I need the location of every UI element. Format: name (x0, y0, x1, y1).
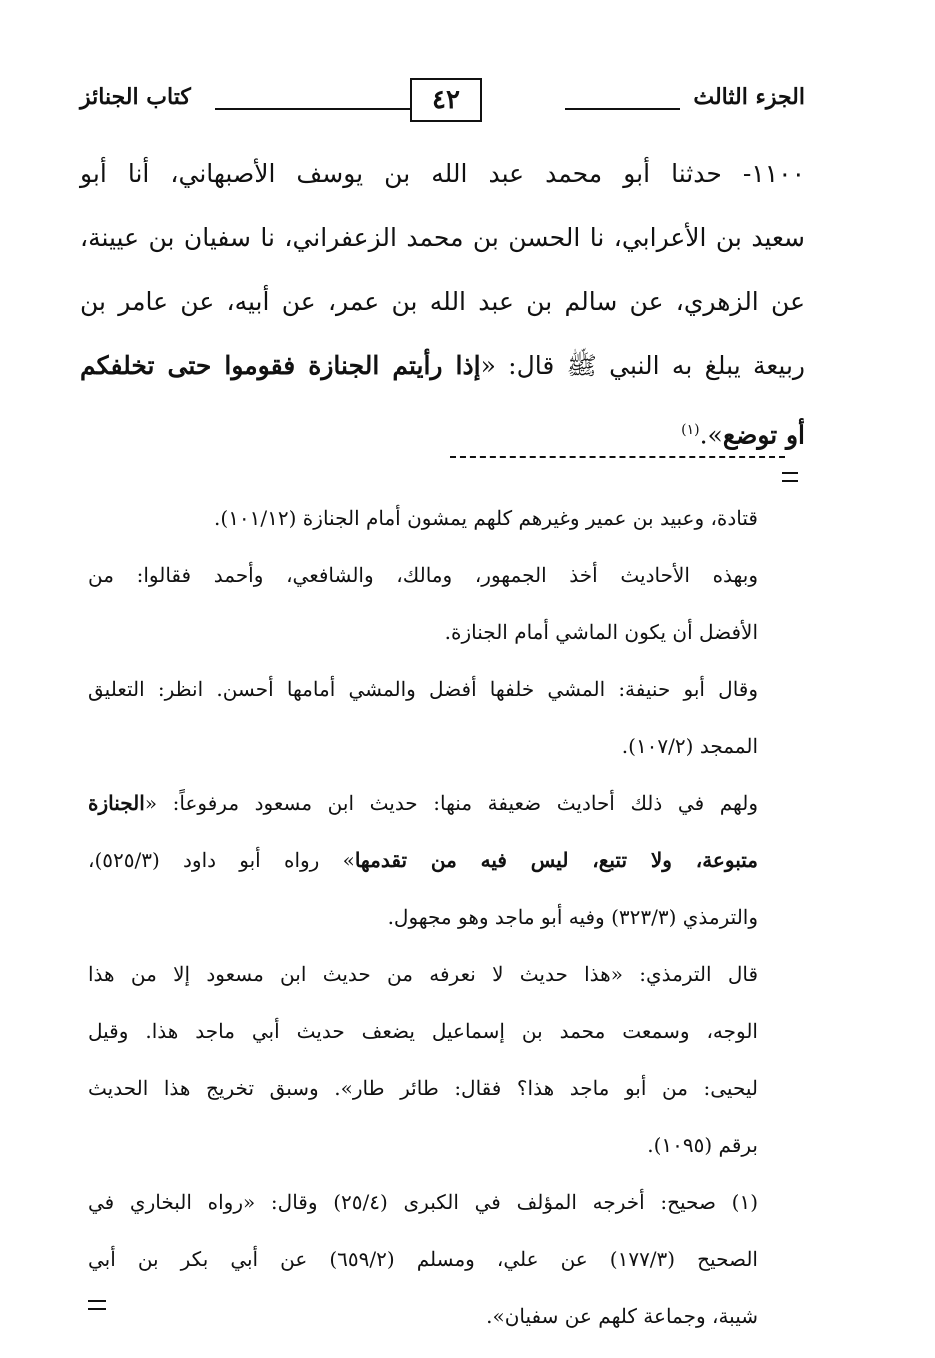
header-rule-right (565, 108, 680, 110)
note-text: ولهم في ذلك أحاديث ضعيفة منها: حديث ابن مسعود مرفوعاً: « (144, 791, 758, 815)
note-line (88, 832, 758, 889)
continuation-mark (782, 472, 798, 482)
book-title: كتاب الجنائز (80, 84, 191, 110)
footnotes (88, 490, 758, 1345)
note-line: وقال أبو حنيفة: المشي خلفها أفضل والمشي أمامها أحسن. انظر: التعليق (88, 677, 758, 701)
note-line: الوجه، وسمعت محمد بن إسماعيل يضعف حديث أبي ماجد هذا. وقيل (88, 1019, 758, 1043)
hadith-line: ١١٠٠- حدثنا أبو محمد عبد الله بن يوسف الأصبهاني، أنا أبو (80, 159, 805, 188)
note-line: برقم (١٠٩٥). (647, 1133, 758, 1157)
footnote-line: شيبة، وجماعة كلهم عن سفيان». (486, 1304, 758, 1328)
note-line: قتادة، وعبيد بن عمير وغيرهم كلهم يمشون أمام الجنازة (١٠١/١٢). (214, 506, 758, 530)
note-text: » رواه أبو داود (٥٢٥/٣)، (88, 848, 355, 872)
hadith-matn: إذا رأيتم الجنازة فقوموا حتى تخلفكم (80, 351, 481, 380)
hadith-line: سعيد بن الأعرابي، نا الحسن بن محمد الزعفراني، نا سفيان بن عيينة، (80, 223, 805, 252)
note-bold-text: متبوعة، ولا تتبع، ليس فيه من تقدمها (354, 848, 758, 872)
quote-close: ». (699, 420, 723, 450)
note-bold-text: الجنازة (88, 791, 145, 815)
footnote-line: (١) صحيح: أخرجه المؤلف في الكبرى (٢٥/٤) وقال: «رواه البخاري في (88, 1190, 759, 1214)
footnote-marker: (١) (681, 422, 700, 438)
note-line: الأفضل أن يكون الماشي أمام الجنازة. (444, 620, 758, 644)
hadith-narration: ربيعة يبلغ به النبي ﷺ قال: « (480, 351, 806, 380)
continuation-mark-bottom (88, 1300, 106, 1310)
footnote-line: الصحيح (١٧٧/٣) عن علي، ومسلم (٦٥٩/٢) عن أبي بكر بن أبي (88, 1247, 758, 1271)
hadith-line: عن الزهري، عن سالم بن عبد الله بن عمر، عن أبيه، عن عامر بن (80, 287, 805, 316)
volume-title: الجزء الثالث (693, 84, 805, 110)
hadith-line (80, 334, 805, 398)
note-line: الممجد (١٠٧/٢). (621, 734, 758, 758)
page-header (80, 70, 805, 130)
note-line: ليحيى: من أبو ماجد هذا؟ فقال: طائر طار». وسبق تخريج هذا الحديث (88, 1076, 758, 1100)
footnote-separator (450, 456, 785, 458)
note-line: والترمذي (٣٢٣/٣) وفيه أبو ماجد وهو مجهول. (387, 905, 758, 929)
note-line: قال الترمذي: «هذا حديث لا نعرفه من حديث ابن مسعود إلا من هذا (88, 962, 758, 986)
hadith-text (80, 142, 805, 467)
note-line: وبهذه الأحاديث أخذ الجمهور، ومالك، والشافعي، وأحمد فقالوا: من (88, 563, 758, 587)
hadith-matn-end: أو توضع (722, 420, 805, 450)
page-number: ٤٢ (410, 78, 482, 122)
note-line (88, 775, 758, 832)
header-rule-left (215, 108, 410, 110)
